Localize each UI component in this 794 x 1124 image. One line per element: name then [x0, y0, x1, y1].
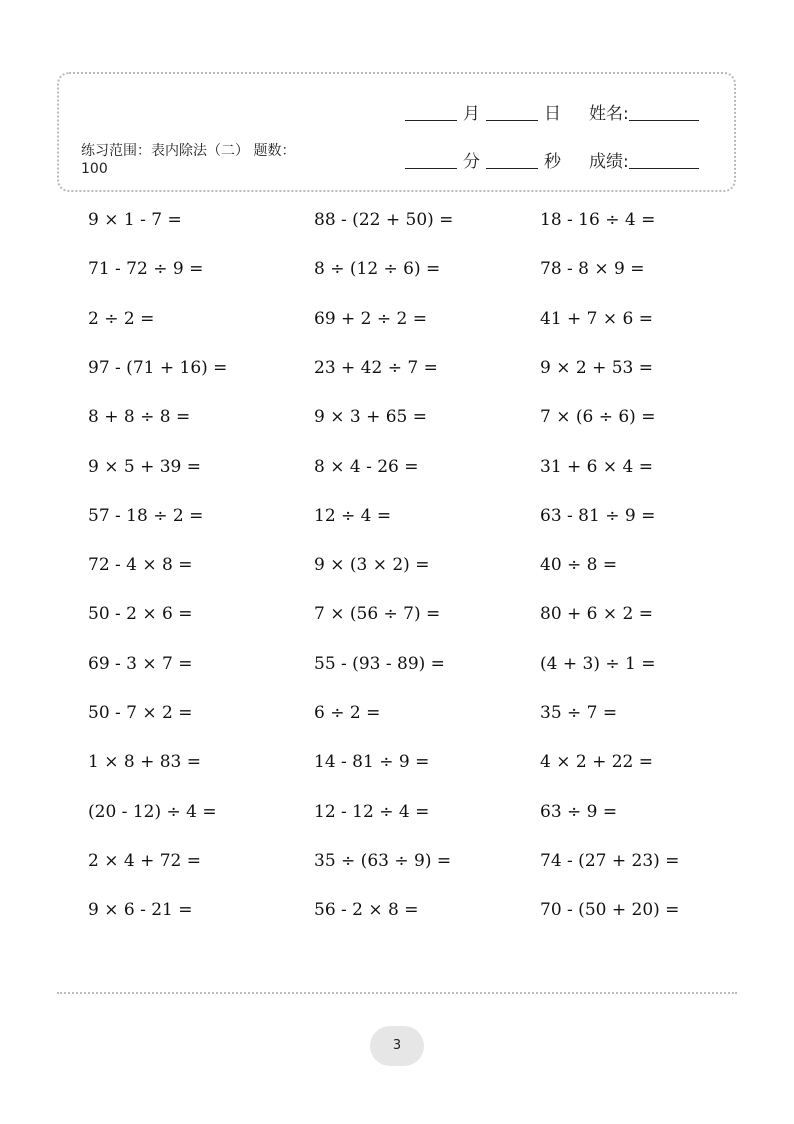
problem-item: 35 ÷ (63 ÷ 9) = [314, 850, 452, 871]
problem-item: 56 - 2 × 8 = [314, 900, 419, 921]
problem-item: 9 × 1 - 7 = [88, 210, 182, 230]
name-blank[interactable] [629, 120, 699, 121]
problem-item: 41 + 7 × 6 = [540, 308, 654, 329]
problem-item: 6 ÷ 2 = [314, 703, 381, 723]
day-label: 日 [544, 104, 561, 124]
problem-item: 80 + 6 × 2 = [540, 604, 654, 625]
time-row [405, 148, 699, 172]
problem-item: 35 ÷ 7 = [540, 703, 618, 723]
minute-label: 分 [463, 152, 480, 172]
problem-item: 9 × 6 - 21 = [88, 900, 193, 921]
problem-item: 40 ÷ 8 = [540, 555, 618, 576]
header-box [57, 72, 736, 192]
problem-item: 8 ÷ (12 ÷ 6) = [314, 259, 441, 280]
second-label: 秒 [544, 152, 561, 172]
problem-item: 70 - (50 + 20) = [540, 900, 680, 921]
month-label: 月 [463, 104, 480, 124]
problem-item: 71 - 72 ÷ 9 = [88, 259, 204, 280]
date-row [405, 100, 699, 124]
page-number-badge: 3 [370, 1026, 424, 1066]
day-blank[interactable] [486, 120, 538, 121]
problem-item: 63 ÷ 9 = [540, 801, 618, 822]
score-label: 成绩: [589, 152, 629, 172]
footer-divider [57, 992, 737, 994]
problem-item: (20 - 12) ÷ 4 = [88, 801, 217, 822]
problem-item: 72 - 4 × 8 = [88, 555, 193, 576]
score-blank[interactable] [629, 168, 699, 169]
practice-range-label: 练习范围：表内除法（二） 题数：100 [81, 143, 296, 177]
problem-item: 9 × 5 + 39 = [88, 456, 202, 477]
problem-item: 57 - 18 ÷ 2 = [88, 505, 204, 526]
problem-item: 97 - (71 + 16) = [88, 357, 228, 378]
problem-item: 9 × 3 + 65 = [314, 407, 428, 428]
problem-item: 23 + 42 ÷ 7 = [314, 357, 438, 378]
problem-item: 8 + 8 ÷ 8 = [88, 407, 191, 428]
problem-item: 1 × 8 + 83 = [88, 752, 202, 773]
problem-item: (4 + 3) ÷ 1 = [540, 653, 656, 674]
problem-item: 69 + 2 ÷ 2 = [314, 308, 428, 329]
problem-item: 31 + 6 × 4 = [540, 456, 654, 477]
problem-item: 55 - (93 - 89) = [314, 653, 445, 674]
problem-item: 18 - 16 ÷ 4 = [540, 210, 656, 230]
problem-item: 9 × (3 × 2) = [314, 555, 430, 576]
problem-item: 9 × 2 + 53 = [540, 357, 654, 378]
minute-blank[interactable] [405, 168, 457, 169]
problem-item: 2 ÷ 2 = [88, 308, 155, 329]
problem-item: 7 × (56 ÷ 7) = [314, 604, 441, 625]
problem-item: 2 × 4 + 72 = [88, 850, 202, 871]
problem-item: 74 - (27 + 23) = [540, 850, 680, 871]
problem-item: 8 × 4 - 26 = [314, 456, 419, 477]
problem-item: 14 - 81 ÷ 9 = [314, 752, 430, 773]
problem-item: 78 - 8 × 9 = [540, 259, 645, 280]
problem-item: 88 - (22 + 50) = [314, 210, 454, 230]
problem-item: 63 - 81 ÷ 9 = [540, 505, 656, 526]
problem-item: 12 ÷ 4 = [314, 505, 392, 526]
month-blank[interactable] [405, 120, 457, 121]
problem-item: 50 - 2 × 6 = [88, 604, 193, 625]
problem-item: 7 × (6 ÷ 6) = [540, 407, 656, 428]
problem-item: 4 × 2 + 22 = [540, 752, 654, 773]
problem-item: 69 - 3 × 7 = [88, 653, 193, 674]
second-blank[interactable] [486, 168, 538, 169]
problem-item: 50 - 7 × 2 = [88, 703, 193, 723]
problem-item: 12 - 12 ÷ 4 = [314, 801, 430, 822]
name-label: 姓名: [589, 104, 629, 124]
